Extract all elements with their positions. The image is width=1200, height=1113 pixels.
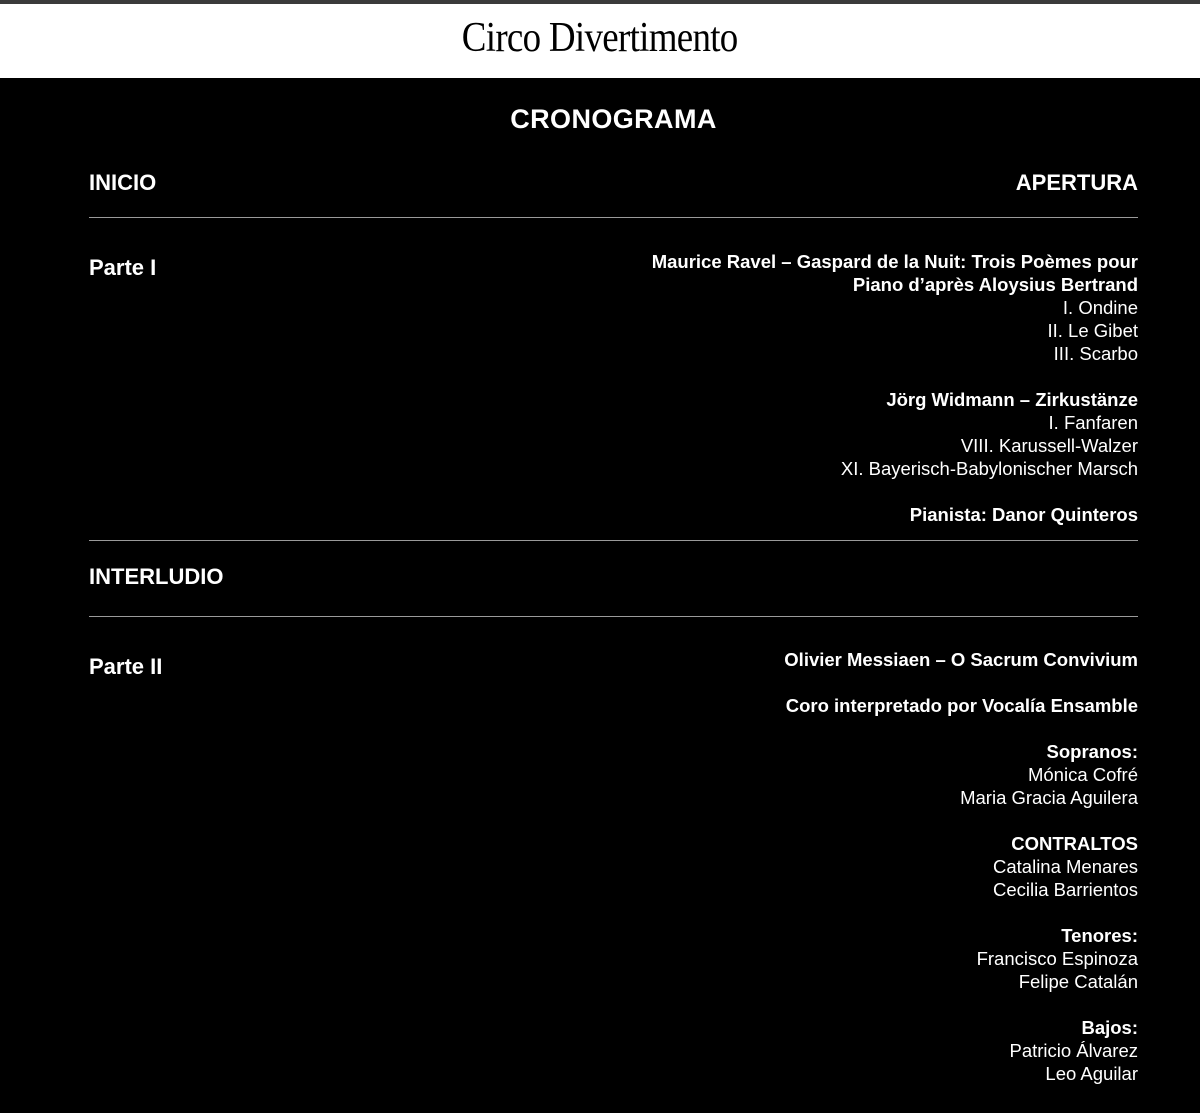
inicio-label: INICIO [89,170,157,195]
parte-1-label: Parte I [89,255,157,280]
site-logo[interactable]: Circo Divertimento [462,15,738,61]
movement-item: III. Scarbo [1053,343,1138,364]
parte-2-label: Parte II [89,654,163,679]
singer-name: Maria Gracia Aguilera [960,787,1138,808]
apertura-label: APERTURA [1015,170,1138,195]
page-title: CRONOGRAMA [510,104,717,134]
singer-name: Catalina Menares [993,856,1138,877]
pianist-credit: Pianista: Danor Quinteros [909,504,1138,525]
interludio-label: INTERLUDIO [89,564,224,589]
ravel-title-cont: Piano d’après Aloysius Bertrand [852,274,1138,295]
singer-name: Leo Aguilar [1045,1063,1138,1084]
widmann-title: Jörg Widmann – Zirkustänze [886,389,1138,410]
parte-2-program [784,648,1138,1085]
voice-section-heading: Bajos: [1081,1017,1138,1038]
movement-item: XI. Bayerisch-Babylonischer Marsch [840,458,1138,479]
singer-name: Mónica Cofré [1027,764,1138,785]
singer-name: Felipe Catalán [1018,971,1138,992]
singer-name: Francisco Espinoza [976,948,1138,969]
parte-1-program [652,250,1138,526]
singer-name: Patricio Álvarez [1009,1040,1138,1061]
movement-item: I. Fanfaren [1048,412,1138,433]
site-header [0,0,1200,78]
ravel-title: Maurice Ravel – Gaspard de la Nuit: Trois Poèmes pour [651,251,1138,272]
divider [89,217,1138,218]
messiaen-title: Olivier Messiaen – O Sacrum Convivium [784,649,1138,670]
movement-item: VIII. Karussell-Walzer [960,435,1138,456]
singer-name: Cecilia Barrientos [993,879,1138,900]
choir-credit: Coro interpretado por Vocalía Ensamble [785,695,1138,716]
voice-section-heading: Tenores: [1061,925,1138,946]
voice-section-heading: Sopranos: [1046,741,1138,762]
voice-section-heading: CONTRALTOS [1011,833,1138,854]
movement-item: I. Ondine [1062,297,1138,318]
movement-item: II. Le Gibet [1047,320,1138,341]
divider [89,540,1138,541]
divider [89,616,1138,617]
